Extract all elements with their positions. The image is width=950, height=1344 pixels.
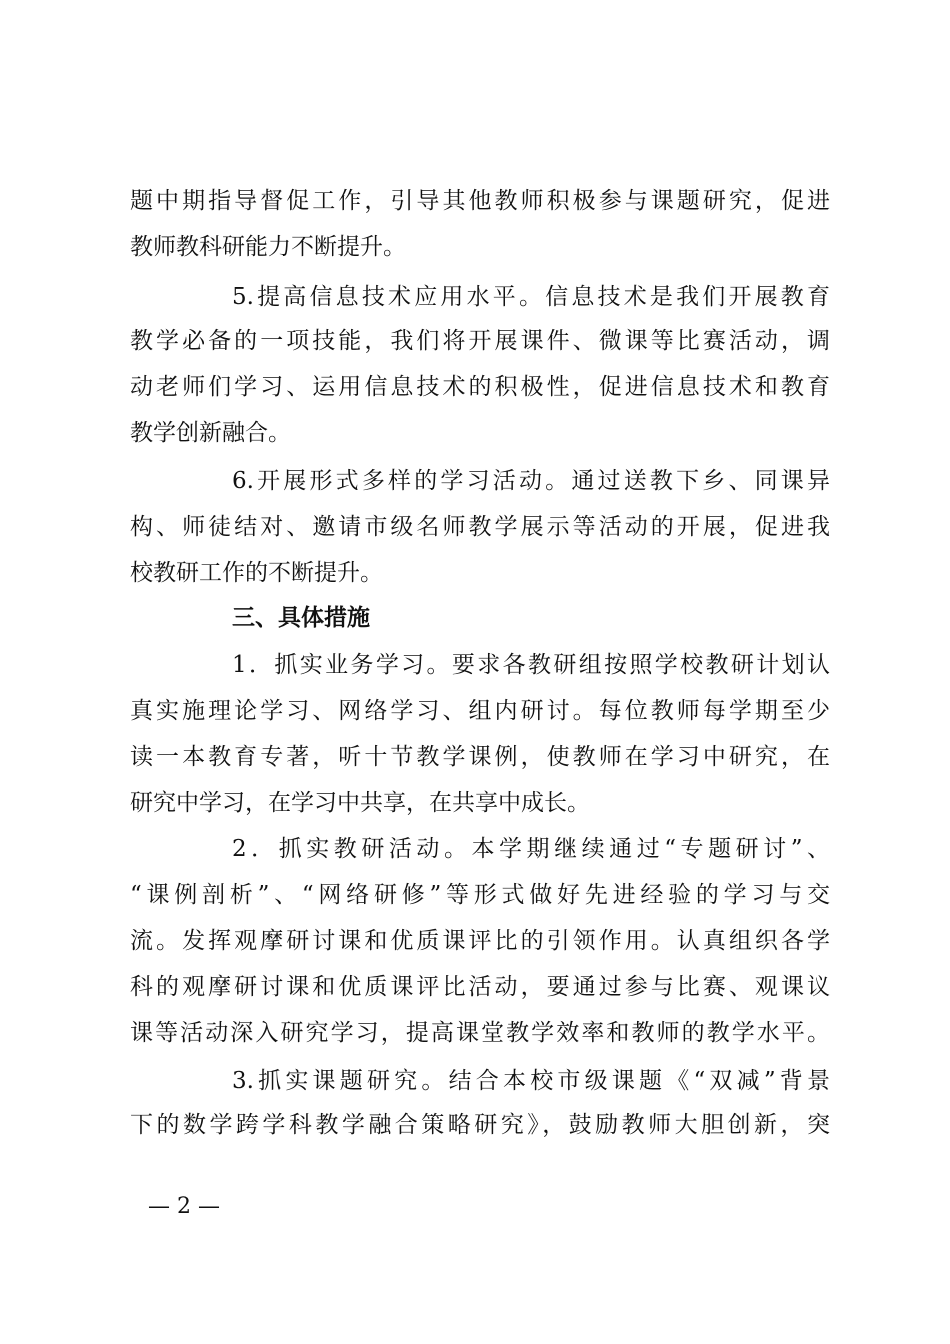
section-heading: 三、具体措施 [232, 605, 370, 631]
text-line: 构、师徒结对、邀请市级名师教学展示等活动的开展，促进我 [130, 514, 830, 540]
text-line: 教学创新融合。 [130, 420, 291, 446]
text-line: 6.开展形式多样的学习活动。通过送教下乡、同课异 [232, 468, 830, 494]
text-line: 读一本教育专著，听十节教学课例，使教师在学习中研究，在 [130, 744, 830, 770]
page-number: — 2 — [148, 1194, 220, 1219]
text-line: 3.抓实课题研究。结合本校市级课题《“双减”背景 [232, 1068, 830, 1094]
text-line: 流。发挥观摩研讨课和优质课评比的引领作用。认真组织各学 [130, 928, 830, 954]
text-line: 研究中学习，在学习中共享，在共享中成长。 [130, 790, 590, 816]
text-line: 2．抓实教研活动。本学期继续通过“专题研讨”、 [232, 836, 830, 862]
text-line: 真实施理论学习、网络学习、组内研讨。每位教师每学期至少 [130, 698, 830, 724]
text-line: 校教研工作的不断提升。 [130, 560, 383, 586]
text-line: 动老师们学习、运用信息技术的积极性，促进信息技术和教育 [130, 374, 830, 400]
text-line: 科的观摩研讨课和优质课评比活动，要通过参与比赛、观课议 [130, 974, 830, 1000]
text-line: 课等活动深入研究学习，提高课堂教学效率和教师的教学水平。 [130, 1020, 830, 1046]
text-line: 题中期指导督促工作，引导其他教师积极参与课题研究，促进 [130, 188, 830, 214]
text-line: 1．抓实业务学习。要求各教研组按照学校教研计划认 [232, 652, 830, 678]
text-line: 教学必备的一项技能，我们将开展课件、微课等比赛活动，调 [130, 328, 830, 354]
text-line: 下的数学跨学科教学融合策略研究》，鼓励教师大胆创新，突 [130, 1112, 830, 1138]
text-line: 5.提高信息技术应用水平。信息技术是我们开展教育 [232, 284, 830, 310]
text-line: “课例剖析”、“网络研修”等形式做好先进经验的学习与交 [130, 882, 830, 908]
text-line: 教师教科研能力不断提升。 [130, 234, 406, 260]
